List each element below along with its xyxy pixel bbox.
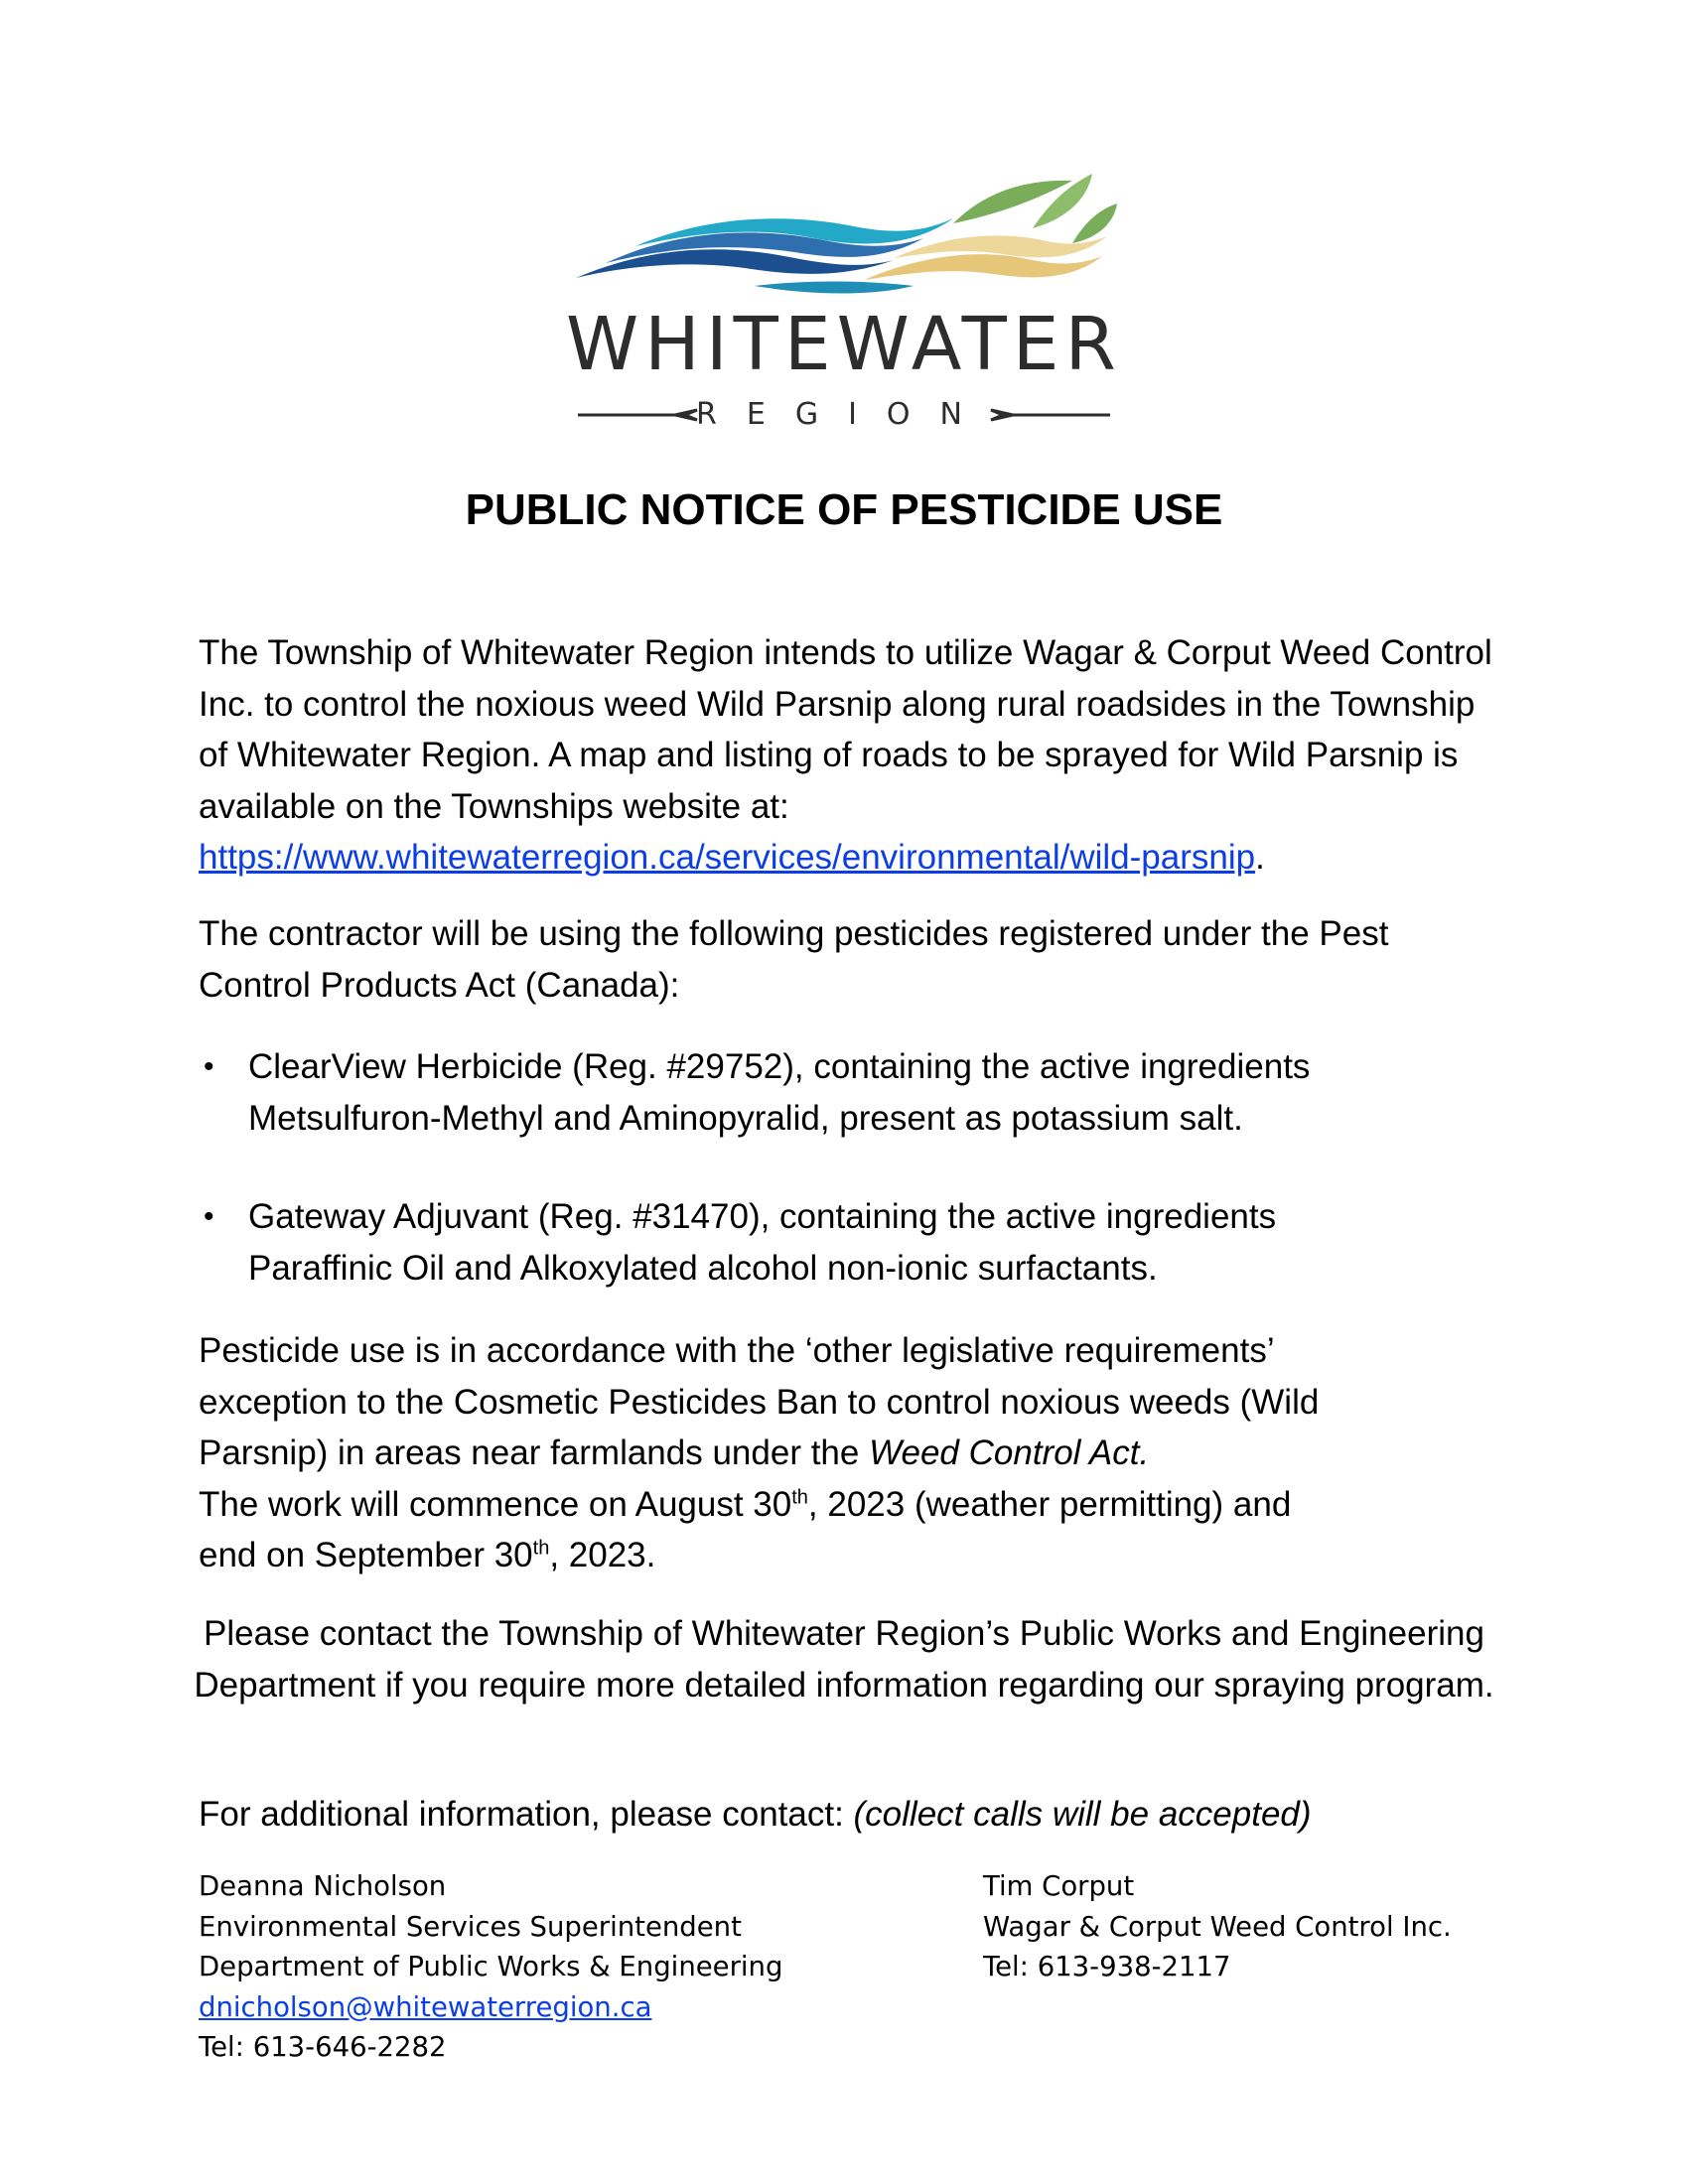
intro-text: The Township of Whitewater Region intends to utilize Wagar & Corput Weed Control Inc. to control the noxious weed Wild Parsnip along rural roadsides in the Township of Whitewater Region. A map and listing of roads to be sprayed for Wild Parsnip is available on the Townships website at:: [199, 633, 1492, 826]
contact-email-link[interactable]: dnicholson@whitewaterregion.ca: [199, 1990, 652, 2023]
contact-company: Wagar & Corput Weed Control Inc.: [983, 1910, 1452, 1943]
additional-info: For additional information, please contact: (collect calls will be accepted): [199, 1795, 1312, 1834]
pesticide-item: [199, 1041, 1509, 1145]
legislation-paragraph: Pesticide use is in accordance with the ‘other legislative requirements’ exception to the Cosmetic Pesticides Ban to control noxious weeds (Wild Parsnip) in areas near farmlands under the Weed Control Act. The work will commence on August 30th, 2023 (weather permitting) and end on September 30th, 2023.: [199, 1331, 1320, 1574]
logo-wordmark: WHITEWATER: [566, 302, 1122, 387]
contact-name: Tim Corput: [983, 1870, 1135, 1902]
pesticide-line: Gateway Adjuvant (Reg. #31470), containing the active ingredients: [248, 1197, 1277, 1236]
collect-calls-note: (collect calls will be accepted): [853, 1795, 1312, 1834]
wild-parsnip-link[interactable]: https://www.whitewaterregion.ca/services/environmental/wild-parsnip: [199, 838, 1256, 877]
weed-control-act: Weed Control Act.: [869, 1433, 1150, 1472]
green-leaf: [1072, 204, 1117, 243]
lower-teal-wave: [755, 282, 914, 294]
bullet-icon: •: [204, 1050, 214, 1083]
contact-department: Department of Public Works & Engineering: [199, 1951, 783, 1982]
contact-department-paragraph: Please contact the Township of Whitewater Region’s Public Works and Engineering Department if you require more detailed information regarding our spraying program.: [194, 1614, 1494, 1705]
contractor-paragraph: The contractor will be using the following pesticides registered under the Pest Control Products Act (Canada):: [199, 914, 1389, 1005]
contact-block-municipal: [199, 1866, 782, 2068]
logo-subtitle: REGION: [696, 397, 992, 432]
sand-wave: [864, 254, 1102, 280]
notice-title: PUBLIC NOTICE OF PESTICIDE USE: [465, 485, 1223, 534]
contact-phone: Tel: 613-938-2117: [983, 1951, 1231, 1982]
logo-subtitle-row: [566, 395, 1122, 435]
pesticide-line: Metsulfuron-Methyl and Aminopyralid, present as potassium salt.: [248, 1098, 1243, 1138]
whitewater-region-logo: [566, 169, 1122, 437]
legislation-text: Pesticide use is in accordance with the ‘other legislative requirements’ exception to the Cosmetic Pesticides Ban to control noxious weeds (Wild Parsnip) in areas near farmlands under the: [199, 1331, 1320, 1472]
contact-name: Deanna Nicholson: [199, 1870, 447, 1902]
contact-role: Environmental Services Superintendent: [199, 1910, 742, 1943]
pesticide-line: ClearView Herbicide (Reg. #29752), containing the active ingredients: [248, 1047, 1311, 1086]
intro-paragraph: The Township of Whitewater Region intends to utilize Wagar & Corput Weed Control Inc. to control the noxious weed Wild Parsnip along rural roadsides in the Township of Whitewater Region. A map and listing of roads to be sprayed for Wild Parsnip is available on the Townships website at: https://www.whitewaterregion.ca/services/environmental/wild-parsnip.: [199, 633, 1492, 877]
pesticide-item: [199, 1191, 1509, 1295]
bullet-icon: •: [204, 1200, 214, 1233]
pesticide-line: Paraffinic Oil and Alkoxylated alcohol non-ionic surfactants.: [248, 1248, 1158, 1288]
wave-graphic: [566, 169, 1122, 308]
contact-phone: Tel: 613-646-2282: [199, 2031, 447, 2063]
contact-block-contractor: [983, 1866, 1452, 1987]
